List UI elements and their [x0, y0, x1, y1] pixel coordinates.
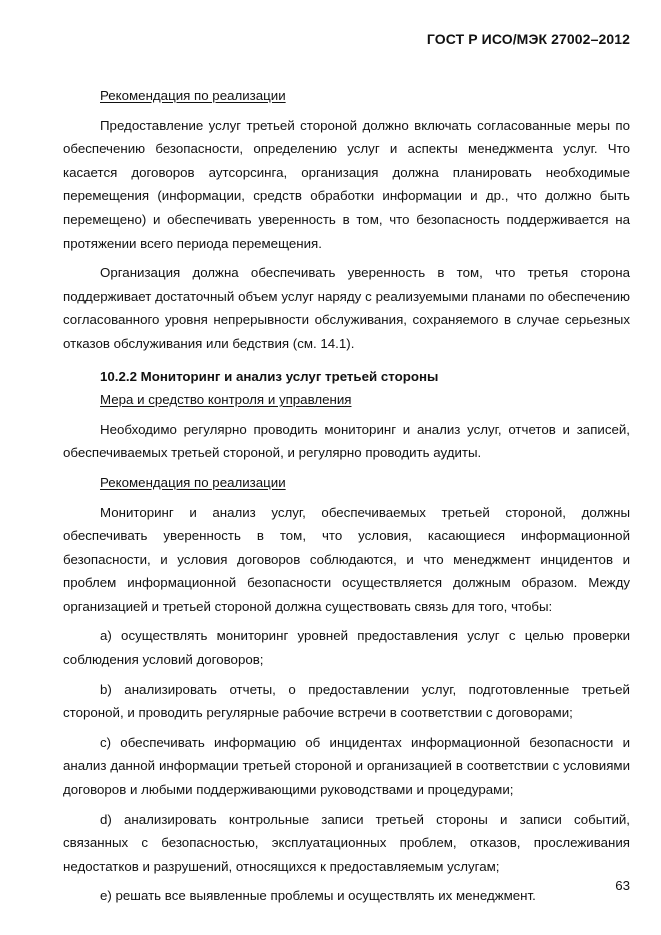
recommendation-subheading: Рекомендация по реализации: [100, 88, 286, 103]
list-item: a) осуществлять мониторинг уровней предоставления услуг с целью проверки соблюдения условий договоров;: [63, 628, 630, 668]
paragraph: Необходимо регулярно проводить мониторинг и анализ услуг, отчетов и записей, обеспечиваемых третьей стороной, и регулярно проводить аудиты.: [63, 421, 630, 461]
list-item: b) анализировать отчеты, о предоставлении услуг, подготовленные третьей стороной, и проводить регулярные рабочие встречи в соответствии с договорами;: [63, 681, 630, 721]
paragraph: Предоставление услуг третьей стороной должно включать согласованные меры по обеспечению безопасности, определению услуг и аспекты менеджмента услуг. Что касается договоров аутсорсинга, организация должна планировать необходимые перемещения (информации, средств обработки информации и др., что должно быть перемещено) и обеспечивать уверенность в том, что безопасность поддерживается на протяжении всего периода перемещения.: [63, 117, 630, 251]
paragraph: Мониторинг и анализ услуг, обеспечиваемых третьей стороной, должны обеспечивать уверенность в том, что условия, касающиеся информационной безопасности, и условия договоров соблюдаются, и что менеджмент инцидентов и проблем информационной безопасности осуществляется должным образом. Между организацией и третьей стороной должна существовать связь для того, чтобы:: [63, 504, 630, 614]
list-item: e) решать все выявленные проблемы и осуществлять их менеджмент.: [100, 888, 536, 904]
control-subheading: Мера и средство контроля и управления: [100, 392, 352, 408]
page-number: 63: [615, 878, 630, 893]
paragraph: Организация должна обеспечивать уверенность в том, что третья сторона поддерживает достаточный объем услуг наряду с реализуемыми планами по обеспечению согласованного уровня непрерывности обслуживания, сохраняемого в случае серьезных отказов обслуживания или бедствия (см. 14.1).: [63, 265, 630, 351]
standard-header: ГОСТ Р ИСО/МЭК 27002–2012: [426, 31, 630, 47]
recommendation-subheading: Рекомендация по реализации: [100, 474, 286, 490]
section-heading: 10.2.2 Мониторинг и анализ услуг третьей стороны: [100, 368, 439, 384]
page-content: [63, 84, 630, 908]
list-item: d) анализировать контрольные записи третьей стороны и записи событий, связанных с безопасностью, эксплуатационных проблем, отказов, прослеживания недостатков и разрушений, относящихся к предоставляемым услугам;: [63, 811, 630, 874]
list-item: c) обеспечивать информацию об инцидентах информационной безопасности и анализ данной информации третьей стороной и организацией в соответствии с условиями договоров и любыми поддерживающими руководствами и процедурами;: [63, 734, 630, 798]
